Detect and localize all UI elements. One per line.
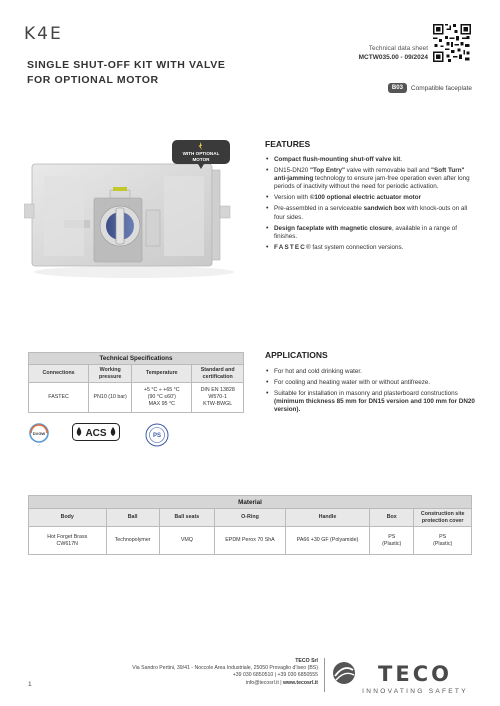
technical-data-sheet-label: Technical data sheet bbox=[368, 45, 428, 52]
spec-header-cell: Temperature bbox=[132, 365, 192, 383]
application-item: • For cooling and heating water with or without antifreeze. bbox=[265, 379, 475, 387]
material-cell: Technopolymer bbox=[106, 527, 159, 555]
applications-list bbox=[265, 368, 475, 417]
company-email-link[interactable]: info@tecosrl.it bbox=[245, 679, 279, 686]
spec-cell: +5 °C ÷ +65 °C (90 °C ≤60') MAX 95 °C bbox=[132, 383, 192, 413]
material-header-cell: Box bbox=[370, 509, 414, 527]
spec-header-cell: Working pressure bbox=[89, 365, 132, 383]
feature-item: • DN15-DN20 "Top Entry" valve with removable ball and "Soft Turn" anti-jamming technology to ensure jam-free operation even after long periods of inactivity without the need for periodic activation. bbox=[265, 167, 473, 191]
table-row bbox=[29, 527, 472, 555]
svg-text:PS: PS bbox=[152, 433, 162, 439]
technical-data-sheet-code: MCTW035.00 - 09/2024 bbox=[358, 54, 428, 61]
technical-specifications-table bbox=[28, 352, 244, 413]
teco-tagline: INNOVATING SAFETY bbox=[362, 688, 468, 695]
compatible-faceplate bbox=[388, 83, 472, 93]
spec-table-caption: Technical Specifications bbox=[29, 353, 244, 365]
material-cell: PS (Plastic) bbox=[370, 527, 414, 555]
product-image bbox=[24, 140, 244, 280]
company-website-link[interactable]: www.tecosrl.it bbox=[283, 679, 318, 686]
ps-certification-icon bbox=[145, 423, 169, 447]
page-title bbox=[27, 58, 257, 88]
faceplate-label: Compatible faceplate bbox=[410, 84, 472, 92]
acs-certification-icon bbox=[72, 423, 120, 441]
spec-header-cell: Connections bbox=[29, 365, 89, 383]
material-cell: Hot Forget Brass CW617N bbox=[29, 527, 107, 555]
material-header-cell: Construction site protection cover bbox=[414, 509, 472, 527]
material-cell: PS (Plastic) bbox=[414, 527, 472, 555]
material-header-cell: Ball bbox=[106, 509, 159, 527]
feature-item: • FASTEC® fast system connection versions. bbox=[265, 244, 473, 252]
material-cell: PA66 +30 GF (Polyamide) bbox=[285, 527, 369, 555]
material-table-caption: Material bbox=[29, 496, 472, 509]
material-cell: VMQ bbox=[159, 527, 214, 555]
company-phone: +39 030 6850510 | +39 030 6850555 bbox=[232, 672, 318, 679]
features-list bbox=[265, 156, 473, 255]
footer-divider-line bbox=[324, 658, 325, 692]
company-address: Via Sandro Pertini, 39/41 - Noccole Area Industriale, 25050 Provaglio d'Iseo (BS) bbox=[132, 665, 318, 672]
dvgw-certification-icon bbox=[28, 423, 50, 447]
svg-text:✓: ✓ bbox=[37, 443, 41, 447]
material-table bbox=[28, 495, 472, 555]
company-name: TECO Srl bbox=[295, 658, 318, 664]
material-header-cell: Ball seats bbox=[159, 509, 214, 527]
teco-logo bbox=[329, 656, 474, 696]
spec-cell: PN10 (10 bar) bbox=[89, 383, 132, 413]
svg-text:ACS: ACS bbox=[85, 428, 107, 439]
title-line-1: SINGLE SHUT-OFF KIT WITH VALVE bbox=[27, 59, 226, 71]
company-address-block bbox=[58, 658, 318, 687]
material-cell: EPDM Perox 70 ShA bbox=[215, 527, 286, 555]
optional-motor-badge-line1: WITH OPTIONAL bbox=[182, 151, 220, 156]
applications-heading: APPLICATIONS bbox=[265, 350, 328, 360]
teco-brand-text: TECO bbox=[378, 662, 452, 686]
svg-text:DVGW: DVGW bbox=[32, 431, 46, 436]
feature-item: • Compact flush-mounting shut-off valve kit. bbox=[265, 156, 473, 164]
spec-cell: DIN EN 13828 W570-1 KTW-BWGL bbox=[192, 383, 244, 413]
spec-cell: FASTEC bbox=[29, 383, 89, 413]
feature-item: • Design faceplate with magnetic closure, available in a range of finishes. bbox=[265, 225, 473, 241]
optional-motor-badge-line2: MOTOR bbox=[192, 157, 210, 162]
feature-item: • Version with ©100 optional electric actuator motor bbox=[265, 194, 473, 202]
application-item: • Suitable for installation in masonry and plasterboard constructions (minimum thickness 85 mm for DN15 version and 100 mm for DN20 version). bbox=[265, 390, 475, 414]
footer-divider: | bbox=[278, 679, 284, 686]
k4e-logo: K4E bbox=[24, 24, 63, 44]
material-header-cell: O-Ring bbox=[215, 509, 286, 527]
application-item: • For hot and cold drinking water. bbox=[265, 368, 475, 376]
table-row bbox=[29, 383, 244, 413]
features-heading: FEATURES bbox=[265, 139, 311, 149]
faceplate-badge: B03 bbox=[388, 83, 407, 93]
page-number: 1 bbox=[28, 681, 32, 688]
qr-code-icon[interactable] bbox=[433, 24, 471, 62]
feature-item: • Pre-assembled in a serviceable sandwich box with knock-outs on all four sides. bbox=[265, 205, 473, 221]
material-header-cell: Handle bbox=[285, 509, 369, 527]
spec-header-cell: Standard and certification bbox=[192, 365, 244, 383]
material-header-cell: Body bbox=[29, 509, 107, 527]
title-line-2: FOR OPTIONAL MOTOR bbox=[27, 74, 159, 86]
